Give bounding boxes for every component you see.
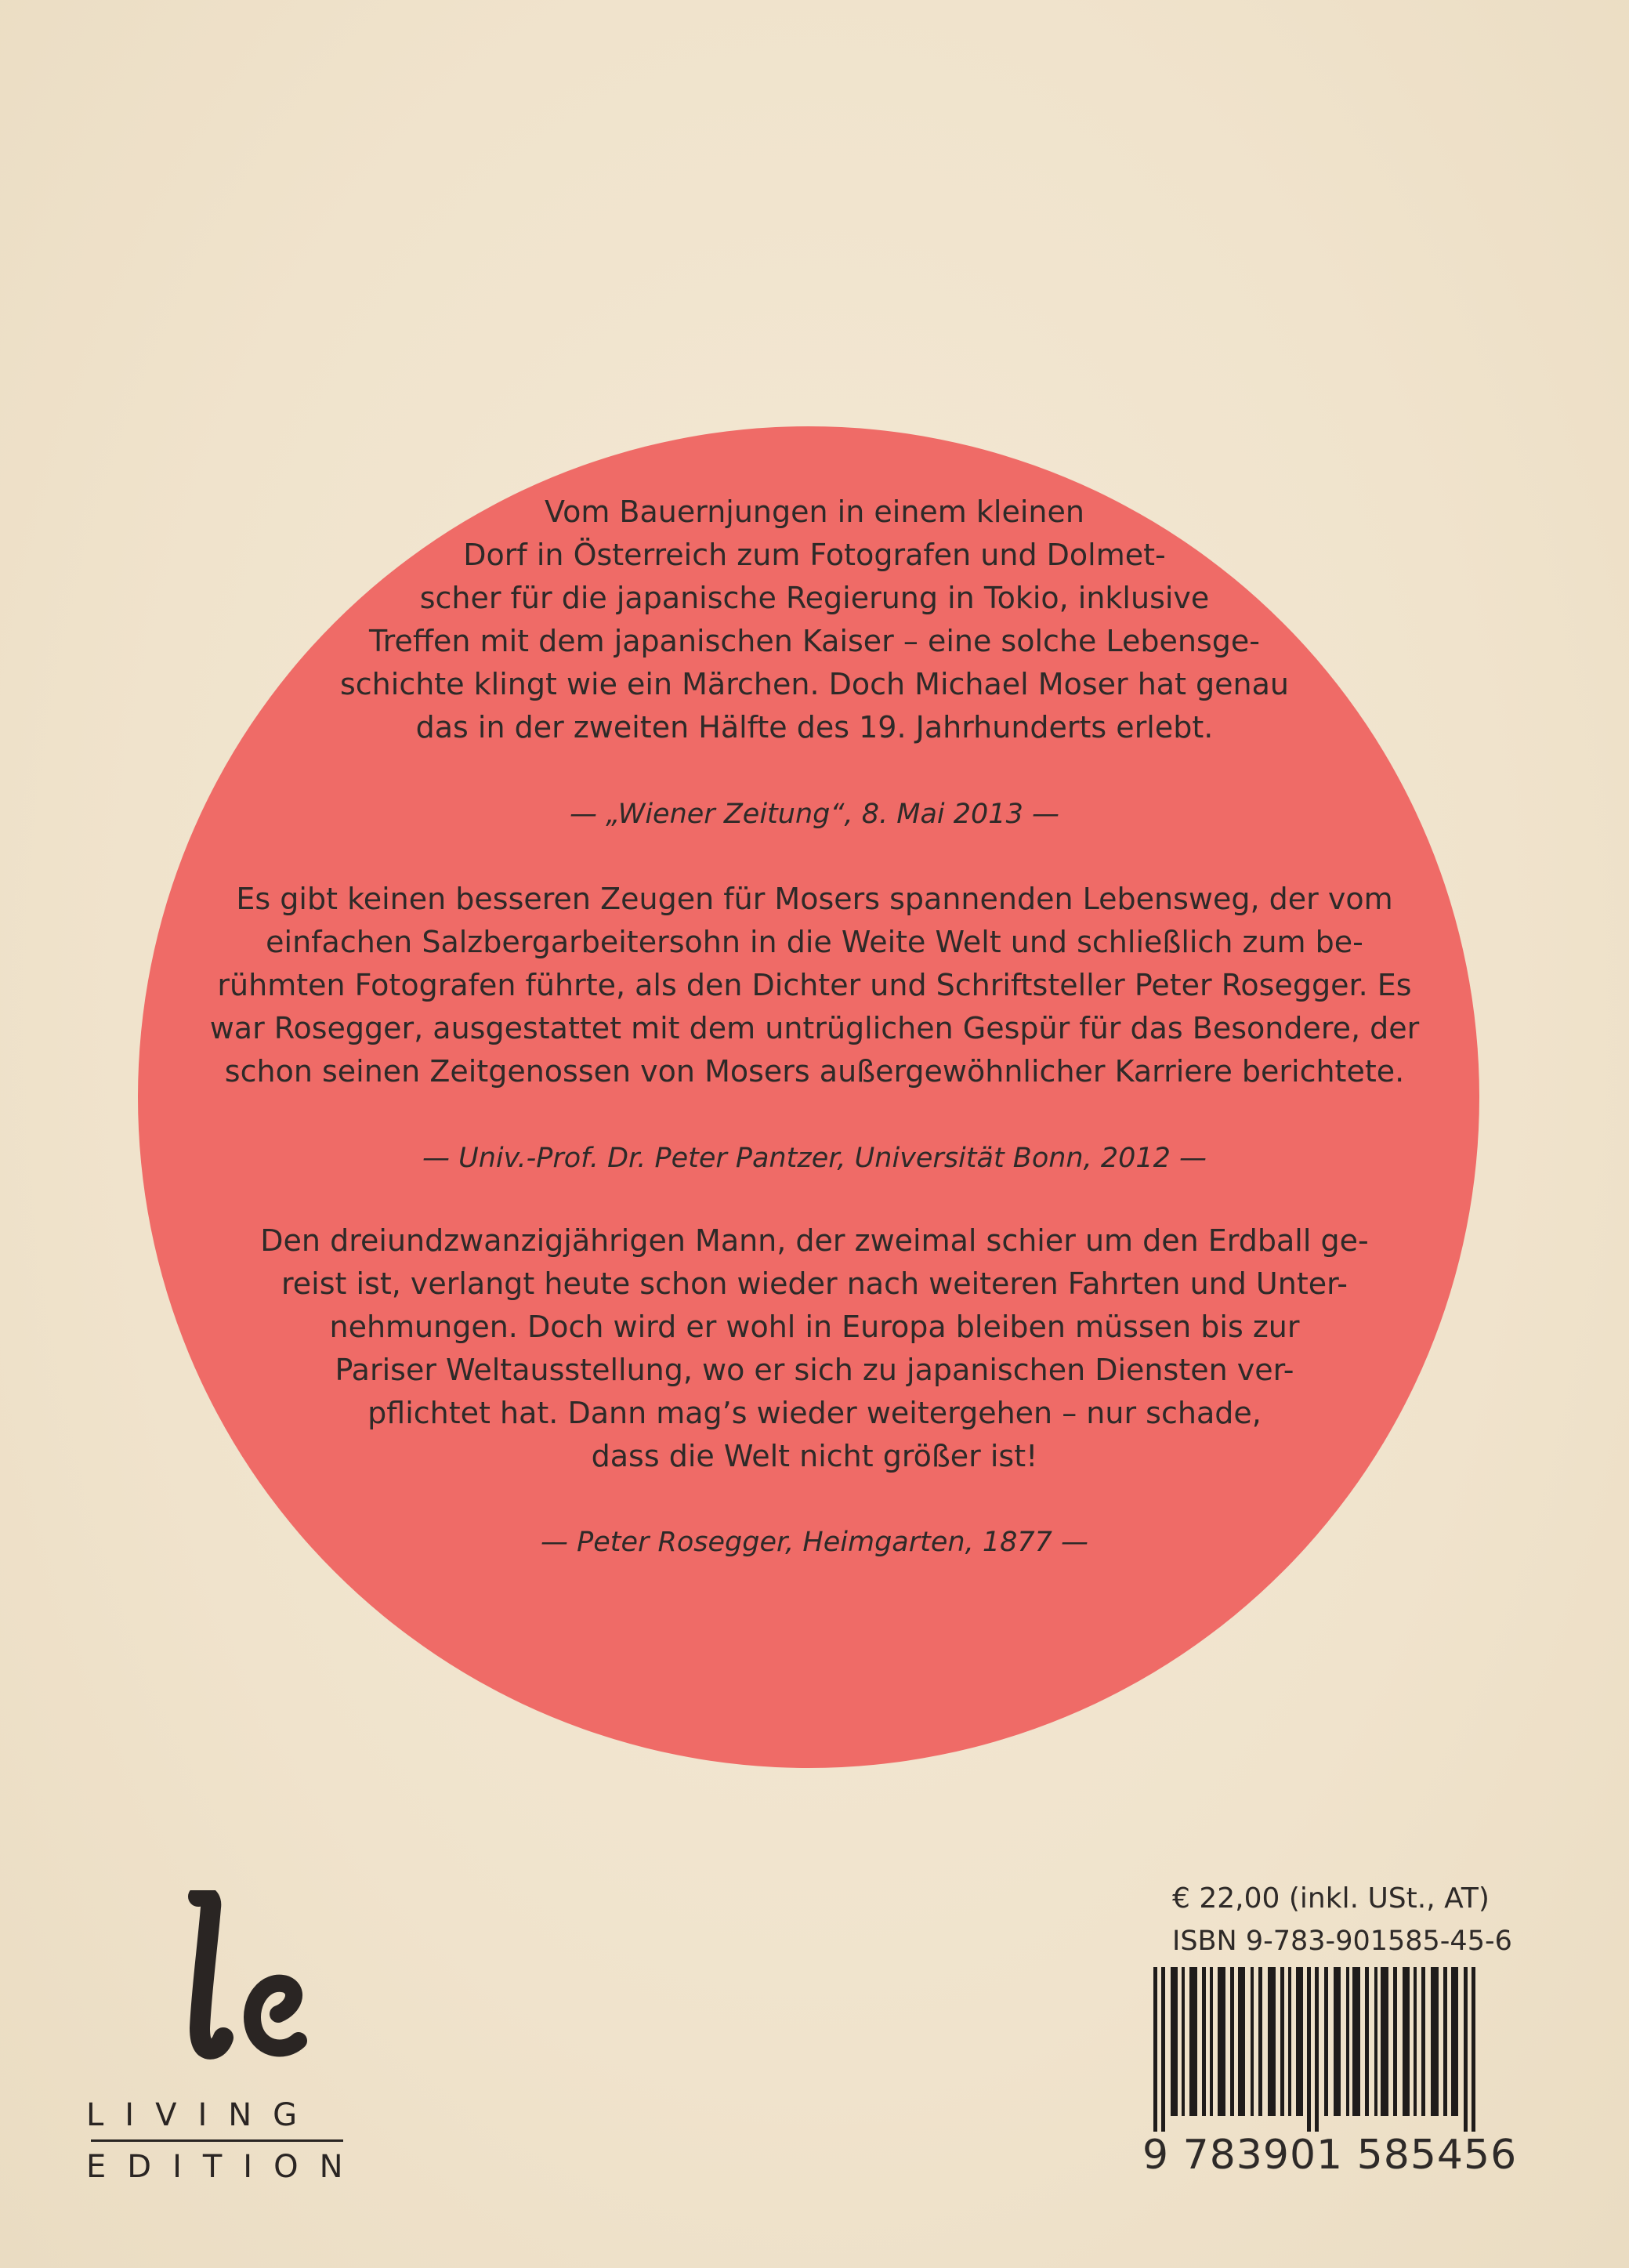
barcode	[1153, 1967, 1482, 2132]
quote-line: das in der zweiten Hälfte des 19. Jahrhunderts erlebt.	[415, 710, 1214, 745]
isbn-label: ISBN 9-783-901585-45-6	[1172, 1926, 1512, 1957]
living-edition-logo	[86, 1890, 364, 2188]
quote-line: dass die Welt nicht größer ist!	[591, 1439, 1038, 1473]
logo-divider	[91, 2139, 343, 2142]
le-logo-mark	[161, 1890, 341, 2063]
quote-line: schon seinen Zeitgenossen von Mosers außergewöhnlicher Karriere berichtete.	[224, 1054, 1405, 1089]
logo-word-edition: EDITION	[86, 2149, 364, 2185]
quote-line: schichte klingt wie ein Märchen. Doch Michael Moser hat genau	[339, 667, 1290, 701]
quote-line: reist ist, verlangt heute schon wieder nach weiteren Fahrten und Unter-	[281, 1266, 1348, 1301]
quote-source: — Univ.-Prof. Dr. Peter Pantzer, Universität Bonn, 2012 —	[422, 1143, 1207, 1174]
quote-line: Vom Bauernjungen in einem kleinen	[545, 495, 1084, 529]
quote-source: — Peter Rosegger, Heimgarten, 1877 —	[540, 1527, 1089, 1558]
quote-line: Dorf in Österreich zum Fotografen und Dolmet-	[463, 538, 1166, 572]
quote-source: — „Wiener Zeitung“, 8. Mai 2013 —	[570, 799, 1059, 830]
quote-line: scher für die japanische Regierung in Tokio, inklusive	[419, 581, 1210, 615]
barcode-digits: 9 783901 585456	[1142, 2132, 1518, 2179]
quote-line: nehmungen. Doch wird er wohl in Europa bleiben müssen bis zur	[329, 1310, 1300, 1344]
logo-word-living: LIVING	[86, 2097, 319, 2133]
quote-line: Treffen mit dem japanischen Kaiser – eine solche Lebensge-	[369, 624, 1260, 658]
price-label: € 22,00 (inkl. USt., AT)	[1172, 1882, 1490, 1915]
quote-line: pflichtet hat. Dann mag’s wieder weitergehen – nur schade,	[367, 1396, 1262, 1430]
quote-line: Den dreiundzwanzigjährigen Mann, der zweimal schier um den Erdball ge-	[260, 1223, 1369, 1258]
quote-line: Pariser Weltausstellung, wo er sich zu japanischen Diensten ver-	[335, 1353, 1294, 1387]
quote-line: rühmten Fotografen führte, als den Dichter und Schriftsteller Peter Rosegger. Es	[217, 968, 1412, 1002]
quote-line: einfachen Salzbergarbeitersohn in die Weite Welt und schließlich zum be-	[266, 925, 1363, 959]
quote-line: war Rosegger, ausgestattet mit dem untrüglichen Gespür für das Besondere, der	[209, 1011, 1420, 1045]
quote-line: Es gibt keinen besseren Zeugen für Mosers spannenden Lebensweg, der vom	[236, 882, 1393, 916]
